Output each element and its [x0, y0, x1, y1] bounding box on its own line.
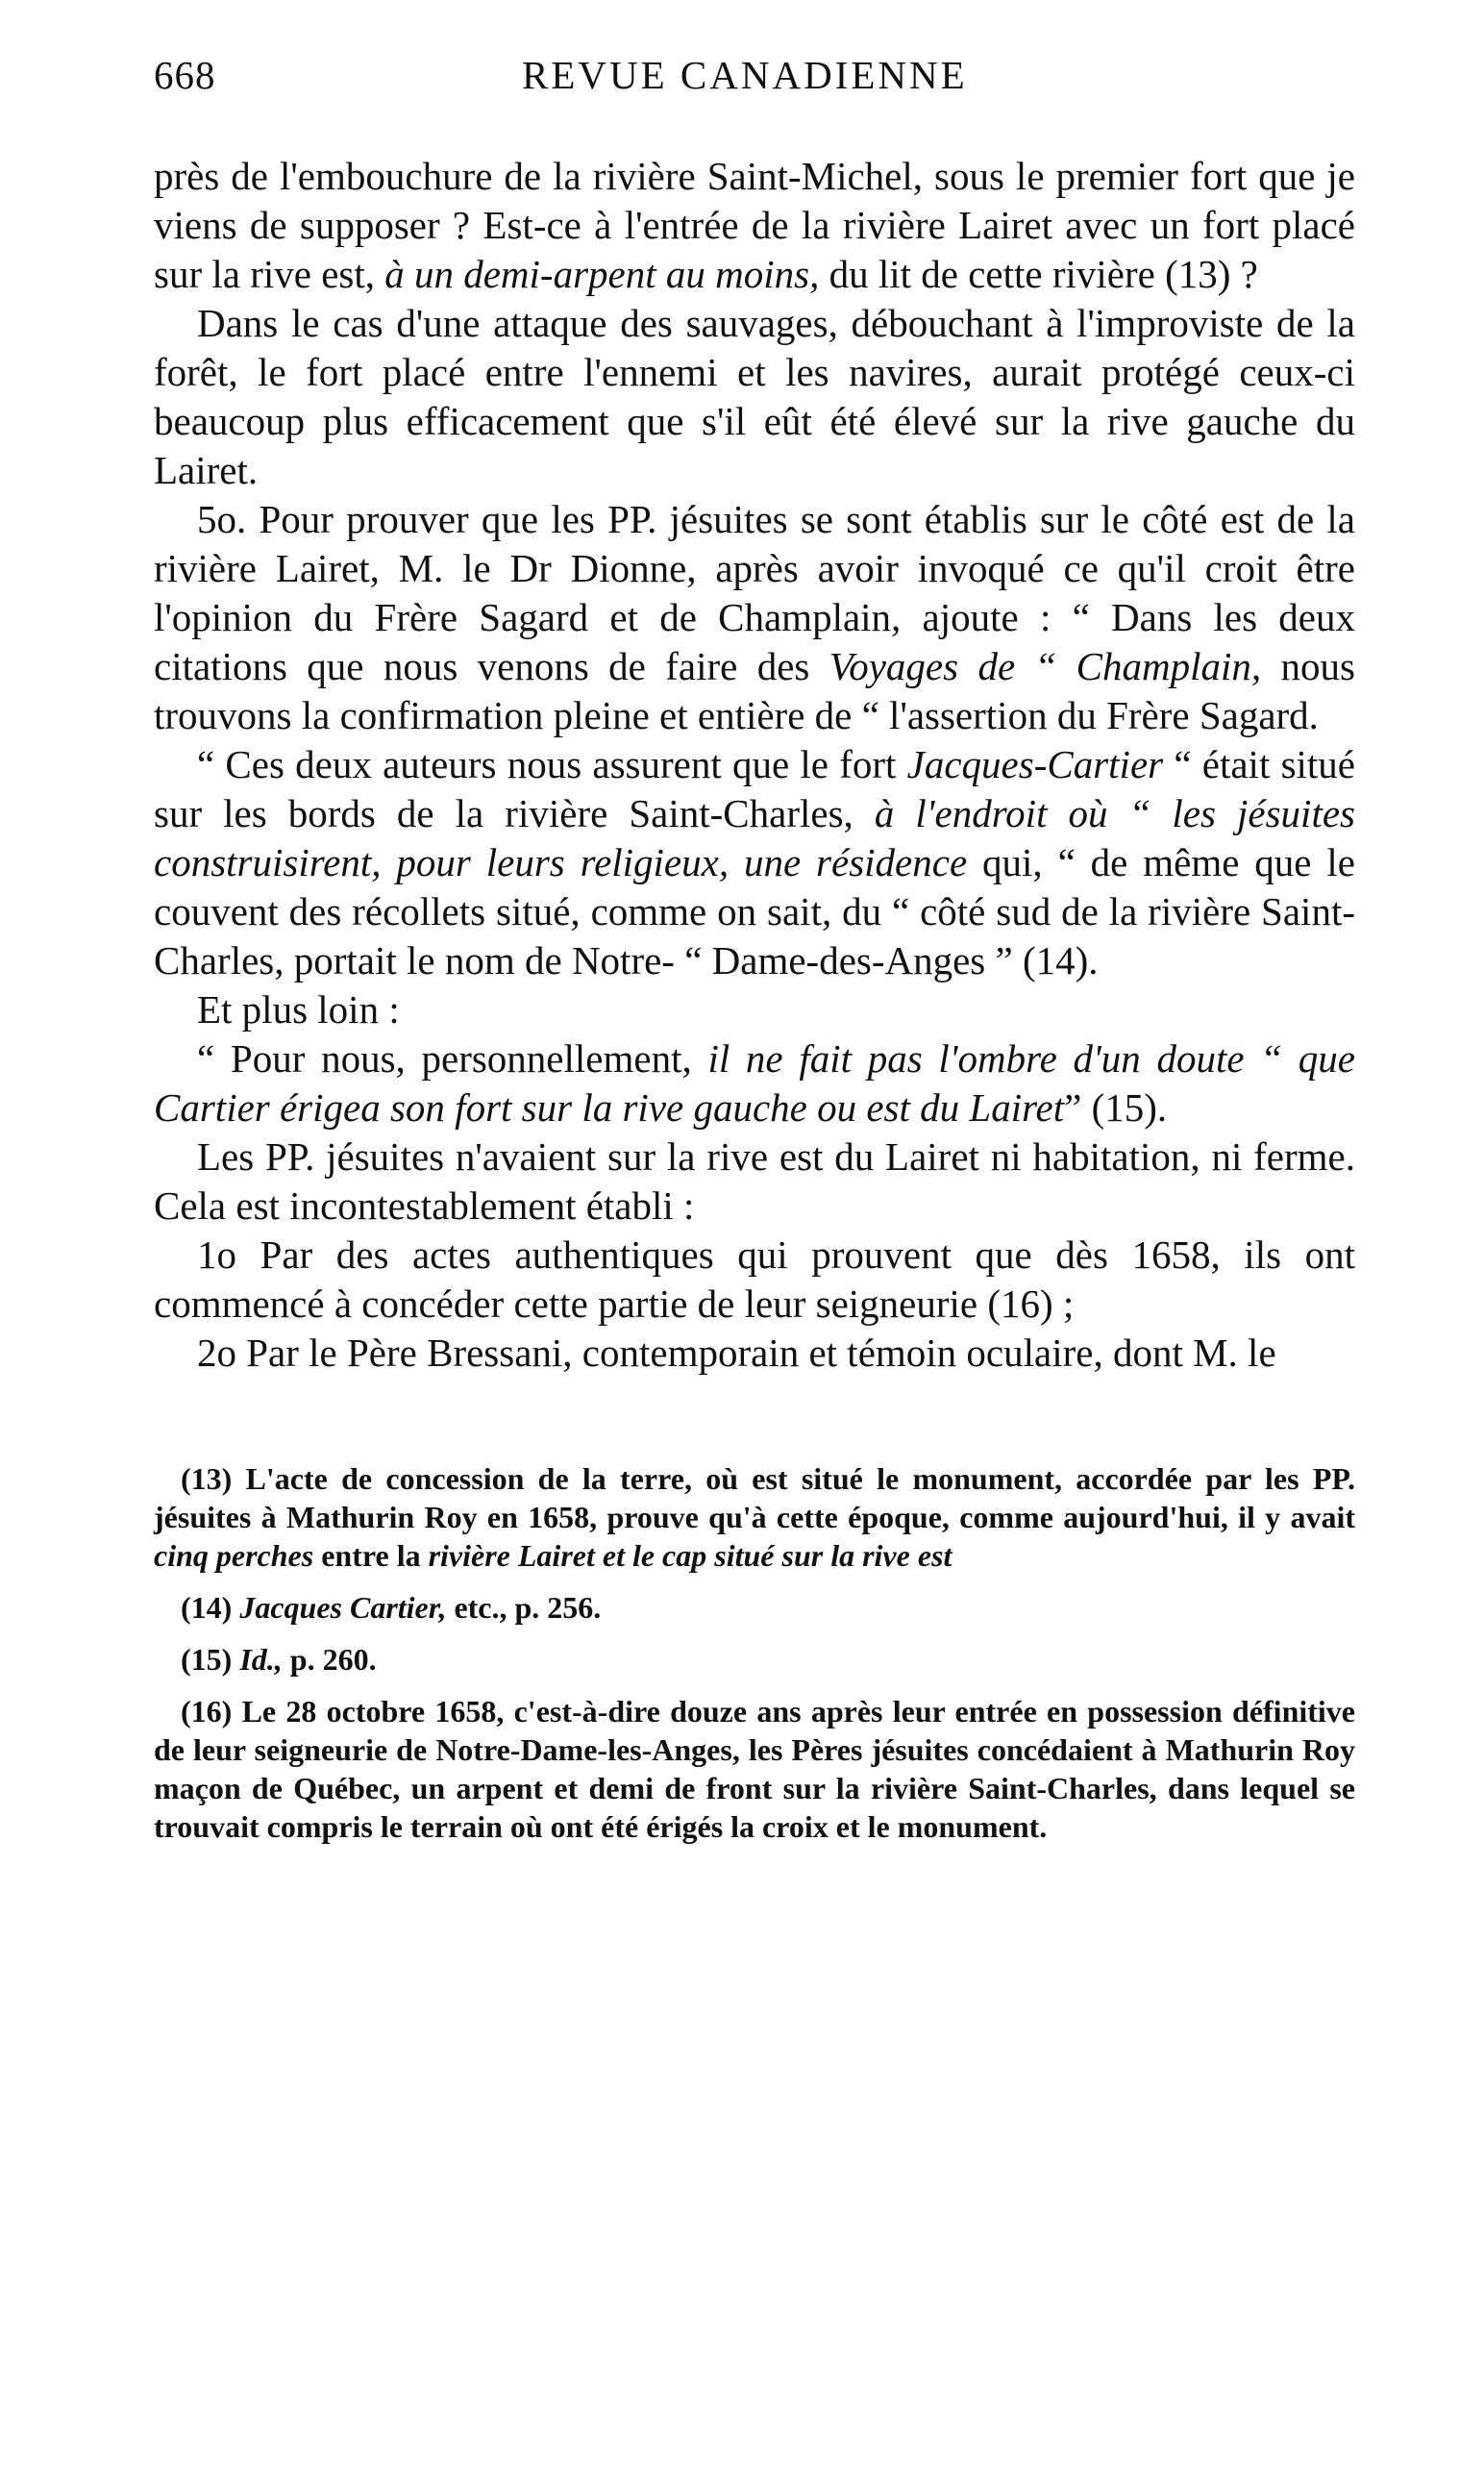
text-run: (15) [181, 1642, 240, 1677]
italic-text: il ne fait pas l'ombre d'un doute “ que Cartier érigea son fort sur la rive gauche ou est du Lairet [154, 1036, 1356, 1130]
text-run: entre la [313, 1538, 429, 1573]
paragraph [154, 985, 1355, 1034]
text-run: 5o. Pour prouver que les PP. jésuites se sont établis sur le côté est de la rivière Lairet, M. le Dr Dionne, après avoir invoqué ce qu'il croit être l'opinion du Frère Sagard et de Champlain, ajoute : “ Dans les deux citations que nous venons de faire des [154, 497, 1355, 688]
text-run: ” (15). [1064, 1085, 1168, 1130]
paragraph [154, 299, 1355, 495]
text-run: p. 260. [282, 1642, 377, 1677]
text-run: “ était situé sur les bords de la rivière Saint-Charles, [154, 742, 1355, 835]
text-run: (13) L'acte de concession de la terre, où est situé le monument, accordée par les PP. jésuites à Mathurin Roy en 1658, prouve qu'à cette époque, comme aujourd'hui, il y avait [154, 1461, 1355, 1534]
text-run: près de l'embouchure de la rivière Saint-Michel, sous le premier fort que je viens de supposer ? Est-ce à l'entrée de la rivière Lairet avec un fort placé sur la rive est, [154, 154, 1355, 296]
footnote [154, 1588, 1355, 1627]
page-header [154, 48, 1355, 115]
text-run: 2o Par le Père Bressani, contemporain et témoin oculaire, dont M. le [197, 1331, 1276, 1375]
italic-text: cinq perches [154, 1538, 314, 1573]
paragraph [154, 152, 1355, 299]
paragraph [154, 495, 1355, 740]
quotation-paragraph [154, 1034, 1355, 1132]
page-number: 668 [154, 53, 216, 97]
text-run: du lit de cette rivière (13) ? [819, 252, 1258, 296]
text-run: (14) [181, 1590, 240, 1625]
footnote [154, 1459, 1355, 1575]
text-run: nous trouvons la confirmation pleine et entière de “ l'assertion du Frère Sagard. [154, 644, 1355, 737]
text-run: qui, “ de même que le couvent des récollets situé, comme on sait, du “ côté sud de la rivière Saint-Charles, portait le nom de Notre- “ Dame-des-Anges ” (14). [154, 840, 1355, 983]
text-run: “ Ces deux auteurs nous assurent que le fort [197, 742, 907, 786]
italic-text: Jacques Cartier, [239, 1590, 447, 1625]
text-run: etc., p. 256. [446, 1590, 602, 1625]
italic-text: Id., [239, 1642, 283, 1677]
italic-text: à l'endroit où “ les jésuites construisirent, pour leurs religieux, une résidence [154, 791, 1355, 884]
page [154, 48, 1355, 1859]
body-text [154, 152, 1355, 1378]
list-item [154, 1329, 1355, 1378]
text-run: Et plus loin : [197, 987, 400, 1032]
text-run: Les PP. jésuites n'avaient sur la rive est du Lairet ni habitation, ni ferme. Cela est incontestablement établi : [154, 1134, 1355, 1228]
text-run: Dans le cas d'une attaque des sauvages, débouchant à l'improviste de la forêt, le fort placé entre l'ennemi et les navires, aurait protégé ceux-ci beaucoup plus efficacement que s'il eût été élevé sur la rive gauche du Lairet. [154, 301, 1355, 492]
list-item [154, 1231, 1355, 1329]
italic-text: Voyages de “ Champlain, [829, 644, 1262, 688]
quotation-paragraph [154, 740, 1355, 985]
paragraph [154, 1132, 1355, 1231]
text-run: (16) Le 28 octobre 1658, c'est-à-dire douze ans après leur entrée en possession définitive de leur seigneurie de Notre-Dame-les-Anges, les Pères jésuites concédaient à Mathurin Roy maçon de Québec, un arpent et demi de front sur la rivière Saint-Charles, dans lequel se trouvait compris le terrain où ont été érigés la croix et le monument. [154, 1694, 1355, 1844]
footnote [154, 1692, 1355, 1846]
text-run: “ Pour nous, personnellement, [197, 1036, 708, 1081]
italic-text: Jacques-Cartier [906, 742, 1164, 786]
italic-text: à un demi-arpent au moins, [384, 252, 820, 296]
running-title: REVUE CANADIENNE [522, 53, 968, 97]
footnote [154, 1640, 1355, 1679]
italic-text: rivière Lairet et le cap situé sur la rive est [428, 1538, 952, 1573]
footnotes [154, 1459, 1355, 1846]
text-run: 1o Par des actes authentiques qui prouvent que dès 1658, ils ont commencé à concéder cette partie de leur seigneurie (16) ; [154, 1232, 1355, 1326]
